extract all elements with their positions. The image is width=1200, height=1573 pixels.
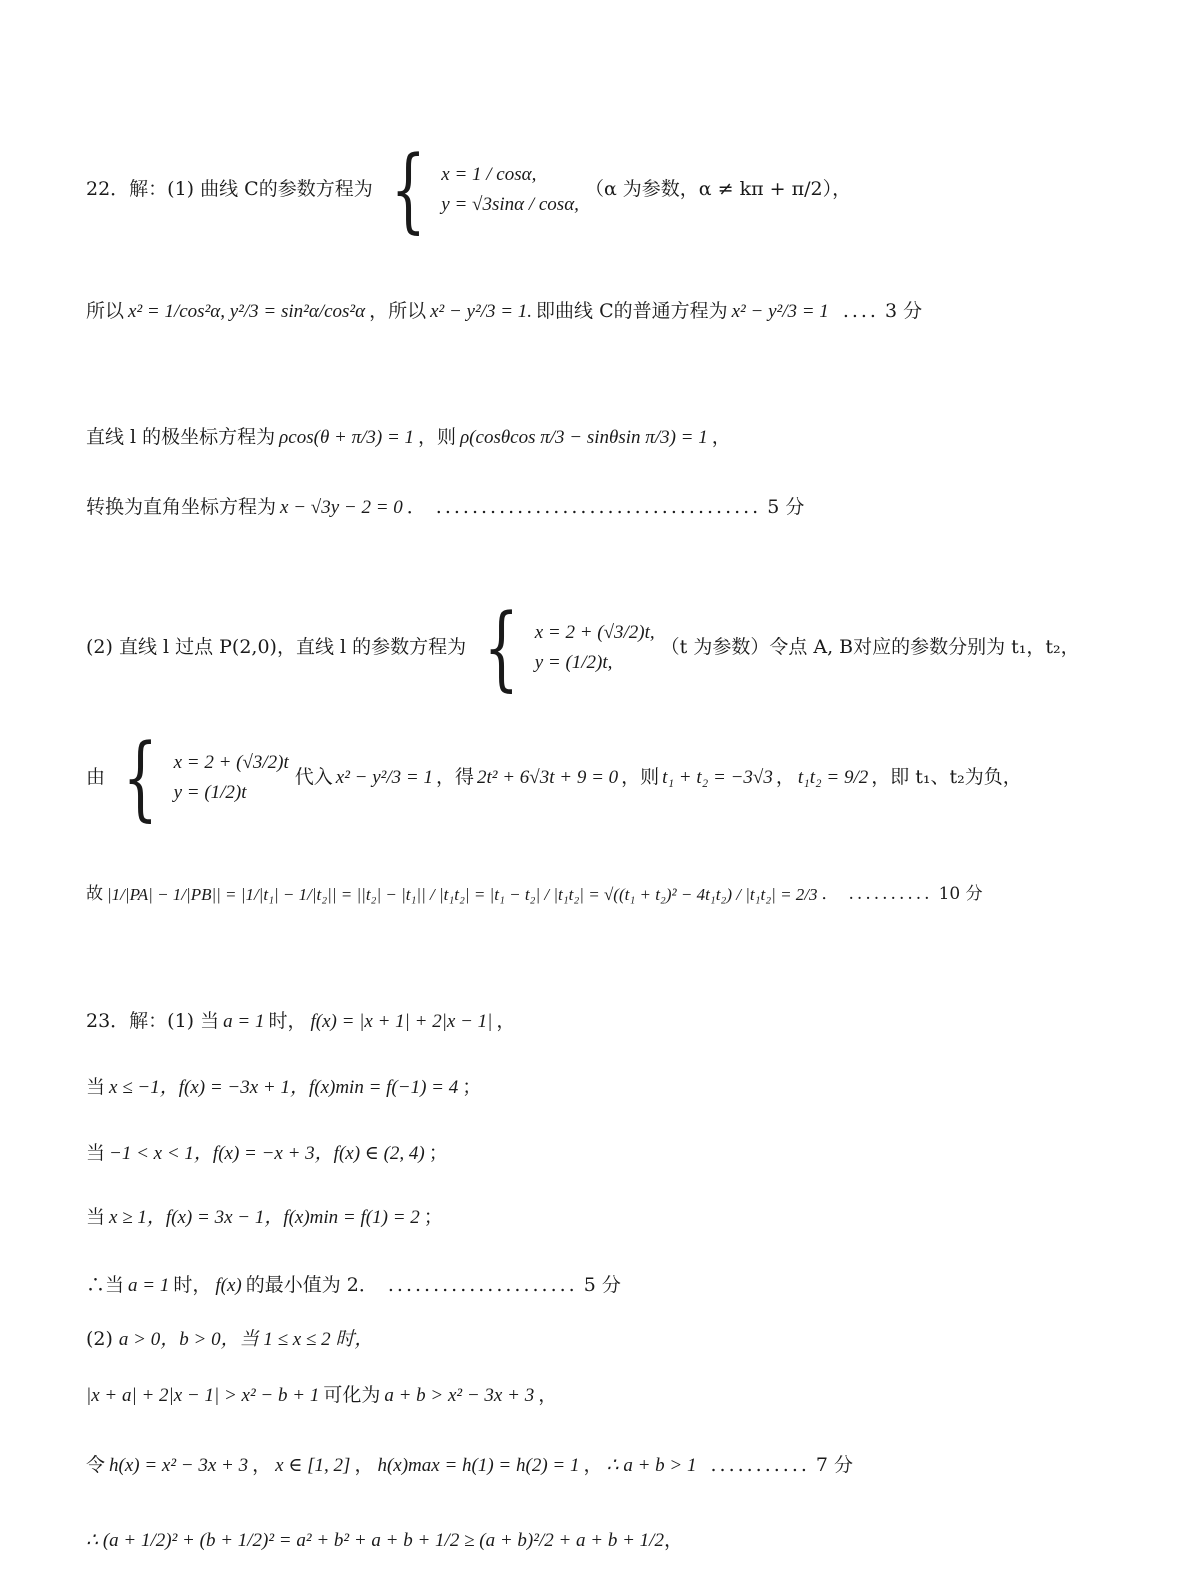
- math-eq: 2t² + 6√3t + 9 = 0: [477, 766, 619, 788]
- math-eq: |x + a| + 2|x − 1| > x² − b + 1: [86, 1385, 320, 1407]
- q22-line2: [86, 282, 1140, 342]
- param-eq-y: y = (1/2)t,: [534, 651, 613, 673]
- dot-leader: ....: [842, 300, 879, 323]
- text-prefix: 故: [86, 884, 103, 905]
- math-eq: x² − y²/3 = 1: [731, 301, 829, 323]
- math-eq: x ∈ [1, 2]: [275, 1455, 351, 1477]
- math-eq: ∴ a + b > 1: [606, 1455, 697, 1477]
- q23-line8: [86, 1446, 1140, 1486]
- text: ．: [406, 496, 426, 519]
- text: 当: [86, 1076, 106, 1099]
- q23-line5: [86, 1268, 1140, 1304]
- math-eq: a + b > x² − 3x + 3: [384, 1385, 535, 1407]
- text: 时，: [173, 1274, 212, 1297]
- math-eq: x² = 1/cos²α, y²/3 = sin²α/cos²α: [128, 301, 366, 323]
- text: 当: [86, 1142, 106, 1165]
- math-eq: x² − y²/3 = 1.: [430, 301, 533, 323]
- text: ，: [711, 426, 731, 449]
- text: ，: [775, 765, 795, 788]
- text: 直线 l 的极坐标方程为: [86, 426, 276, 449]
- text: 令: [86, 1454, 106, 1477]
- math-eq: h(x) = x² − 3x + 3: [109, 1455, 249, 1477]
- q22-part2-label: (2) 直线 l 过点 P(2,0)，直线 l 的参数方程为: [86, 635, 467, 658]
- q22-line4: [86, 490, 1140, 526]
- text: ，: [538, 1384, 558, 1407]
- text: ，所以: [369, 300, 427, 323]
- math-eq: f(x): [215, 1275, 242, 1297]
- math-eq: a = 1: [128, 1275, 170, 1297]
- param-eq-x: x = 1 / cosα,: [441, 164, 537, 186]
- q22-part2-line: [86, 585, 1140, 710]
- text: 即曲线 C的普通方程为: [536, 300, 728, 323]
- text: ，: [663, 1529, 683, 1552]
- text: 可化为: [323, 1384, 381, 1407]
- math-eq: −1 < x < 1，f(x) = −x + 3，f(x) ∈ (2, 4): [109, 1143, 425, 1165]
- q23-line3: [86, 1136, 1140, 1172]
- text: ，: [496, 1010, 516, 1033]
- brace-icon: {: [122, 723, 158, 831]
- q22-line6: [86, 715, 1140, 840]
- q23-line9: [86, 1516, 1140, 1566]
- math-eq: x ≥ 1，f(x) = 3x − 1，f(x)min = f(1) = 2: [109, 1207, 420, 1229]
- text: ，则: [418, 426, 457, 449]
- substitution-system: [111, 723, 289, 831]
- math-eq: ρcos(θ + π/3) = 1: [279, 427, 415, 449]
- text: 代入: [294, 765, 333, 788]
- text-prefix: 由: [86, 765, 106, 788]
- text: ；: [462, 1076, 482, 1099]
- text: ，: [354, 1454, 374, 1477]
- math-eq: x − √3y − 2 = 0: [280, 497, 403, 519]
- param-system-l: [472, 593, 655, 701]
- param-note: （t 为参数）令点 A, B对应的参数分别为 t₁，t₂，: [660, 635, 1080, 658]
- text: ∴当: [86, 1274, 125, 1297]
- dot-leader: ....................................: [435, 496, 762, 519]
- q23-line1: [86, 1004, 1140, 1040]
- brace-icon: {: [390, 136, 426, 243]
- score-label: 3 分: [884, 300, 923, 323]
- math-eq: t₁ + t₂ = −3√3: [662, 766, 773, 788]
- score-label: 5 分: [767, 496, 805, 519]
- text: 转换为直角坐标方程为: [86, 496, 277, 519]
- math-eq: ρ(cosθcos π/3 − sinθsin π/3) = 1: [460, 427, 708, 449]
- q23-line6: [86, 1322, 1140, 1358]
- dot-leader: ..........: [848, 884, 933, 905]
- text: ，即 t₁、t₂为负，: [871, 765, 1022, 788]
- q23-line2: [86, 1070, 1140, 1106]
- score-label: 10 分: [938, 884, 983, 905]
- text: ，: [252, 1454, 272, 1477]
- math-eq: h(x)max = h(1) = h(2) = 1: [377, 1455, 580, 1477]
- q22-part1-label: 22．解：(1) 曲线 C的参数方程为: [86, 178, 373, 201]
- math-eq: x² − y²/3 = 1: [335, 766, 433, 788]
- math-eq: |1/|PA| − 1/|PB|| = |1/|t₁| − 1/|t₂|| = ||t₂| − |t₁|| / |t₁t₂| = |t₁ − t₂| / |t₁t₂| = √((t₁ + t₂)² − 4t₁t₂) / |t₁t₂| = 2/3: [107, 885, 818, 905]
- math-eq: x ≤ −1，f(x) = −3x + 1，f(x)min = f(−1) = 4: [109, 1077, 459, 1099]
- score-label: 5 分: [583, 1274, 621, 1297]
- math-eq: a = 1: [223, 1011, 265, 1033]
- text: ．: [821, 884, 839, 905]
- math-eq: ∴ (a + 1/2)² + (b + 1/2)² = a² + b² + a + b + 1/2 ≥ (a + b)²/2 + a + b + 1/2: [86, 1530, 664, 1552]
- text: ；: [428, 1142, 448, 1165]
- text: ，: [583, 1454, 603, 1477]
- math-eq: f(x) = |x + 1| + 2|x − 1|: [310, 1011, 493, 1033]
- q23-label: 23．解：(1) 当: [86, 1010, 220, 1033]
- param-eq-y: y = √3sinα / cosα,: [441, 194, 579, 215]
- q22-line7: [86, 860, 1140, 930]
- text-prefix: 所以: [86, 300, 125, 323]
- param-eq-x: x = 2 + (√3/2)t,: [534, 621, 655, 643]
- text: ，得: [435, 765, 474, 788]
- score-label: 7 分: [815, 1454, 854, 1477]
- param-note: （α 为参数，α ≠ kπ + π/2），: [584, 178, 852, 201]
- math-eq: t₁t₂ = 9/2: [797, 766, 869, 788]
- text: 的最小值为 2．: [245, 1274, 378, 1297]
- text: 时，: [268, 1010, 307, 1033]
- q23-line7: [86, 1378, 1140, 1414]
- q23-part2-label: (2): [86, 1328, 113, 1351]
- q22-part1-line: [86, 130, 1140, 250]
- param-eq-x: x = 2 + (√3/2)t: [173, 751, 289, 773]
- q23-line4: [86, 1200, 1140, 1236]
- param-eq-y: y = (1/2)t: [173, 781, 247, 803]
- text: ，则: [621, 765, 660, 788]
- text: ；: [423, 1206, 443, 1229]
- brace-icon: {: [483, 593, 519, 701]
- dot-leader: .....................: [387, 1274, 578, 1297]
- text: 当: [86, 1206, 106, 1229]
- dot-leader: ...........: [710, 1454, 810, 1477]
- math-eq: a > 0，b > 0，当 1 ≤ x ≤ 2 时，: [118, 1329, 374, 1351]
- q22-line3: [86, 408, 1140, 468]
- param-system-c: [379, 136, 579, 243]
